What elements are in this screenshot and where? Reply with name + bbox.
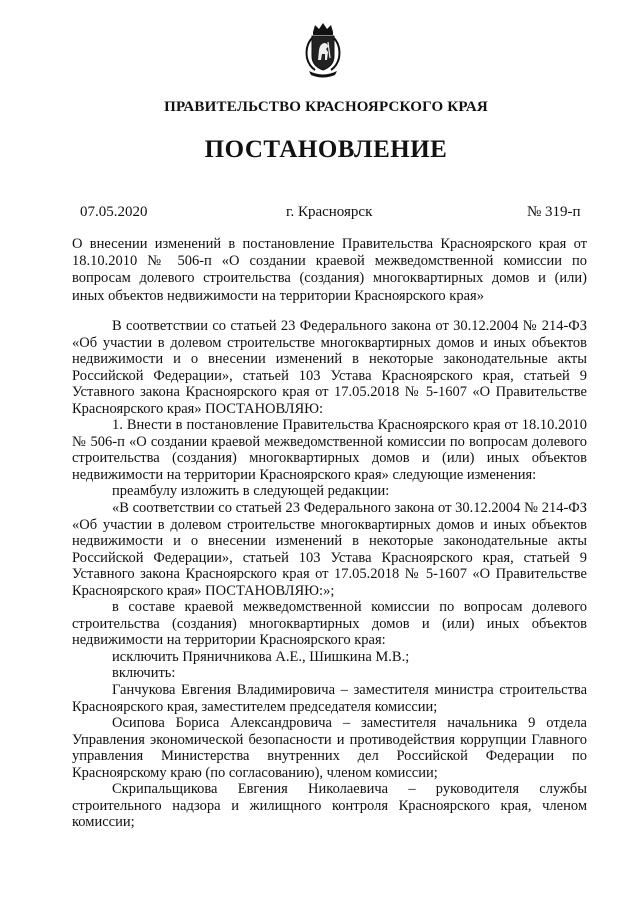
document-date: 07.05.2020 <box>80 204 148 220</box>
document-subject: О внесении изменений в постановление Правительства Красноярского края от 18.10.2010 № 506-п «О создании краевой межведомственной комиссии по вопросам долевого строительства (создания) многоквартирных домов и (или) иных объектов недвижимости на территории Красноярского края» <box>72 236 587 304</box>
krasnoyarsk-coat-of-arms-icon <box>303 22 343 78</box>
paragraph-item-1: 1. Внести в постановление Правительства Красноярского края от 18.10.2010 № 506-п «О создании краевой межведомственной комиссии по вопросам долевого строительства (создания) многоквартирных домов и (или) иных объектов недвижимости на территории Красноярского края» следующие изменения: <box>72 417 587 483</box>
paragraph-include: включить: <box>112 665 176 682</box>
document-body <box>72 318 587 831</box>
paragraph-member-ganchukov: Ганчукова Евгения Владимировича – заместителя министра строительства Красноярского края, заместителем председателя комиссии; <box>72 682 587 715</box>
paragraph-member-skripalshchikov: Скрипальщикова Евгения Николаевича – руководителя службы строительного надзора и жилищного контроля Красноярского края, членом комиссии; <box>72 781 587 831</box>
paragraph-preamble: В соответствии со статьей 23 Федерального закона от 30.12.2004 № 214-ФЗ «Об участии в долевом строительстве многоквартирных домов и иных объектов недвижимости и о внесении изменений в некоторые законодательные акты Российской Федерации», статьей 103 Устава Красноярского края, статьей 9 Уставного закона Красноярского края от 17.05.2018 № 5-1607 «О Правительстве Красноярского края» ПОСТАНОВЛЯЮ: <box>72 318 587 417</box>
paragraph-commission-composition: в составе краевой межведомственной комиссии по вопросам долевого строительства (создания) многоквартирных домов и (или) иных объектов недвижимости на территории Красноярского края: <box>72 599 587 649</box>
document-number: № 319-п <box>527 204 581 220</box>
paragraph-preamble-instruction: преамбулу изложить в следующей редакции: <box>112 483 390 500</box>
paragraph-exclude: исключить Пряничникова А.Е., Шишкина М.В.; <box>112 648 410 665</box>
paragraph-member-osipov: Осипова Бориса Александровича – заместителя начальника 9 отдела Управления экономической безопасности и противодействия коррупции Главного управления Министерства внутренних дел Российской Федерации по Красноярскому краю (по согласованию), членом комиссии; <box>72 715 587 781</box>
document-city: г. Красноярск <box>286 204 373 220</box>
document-type-title: ПОСТАНОВЛЕНИЕ <box>204 136 448 163</box>
paragraph-new-preamble: «В соответствии со статьей 23 Федерального закона от 30.12.2004 № 214-ФЗ «Об участии в долевом строительстве многоквартирных домов и иных объектов недвижимости и о внесении изменений в некоторые законодательные акты Российской Федерации», статьей 103 Устава Красноярского края, статьей 9 Уставного закона Красноярского края от 17.05.2018 № 5-1607 «О Правительстве Красноярского края» ПОСТАНОВЛЯЮ:»; <box>72 500 587 599</box>
government-title: ПРАВИТЕЛЬСТВО КРАСНОЯРСКОГО КРАЯ <box>164 99 488 115</box>
